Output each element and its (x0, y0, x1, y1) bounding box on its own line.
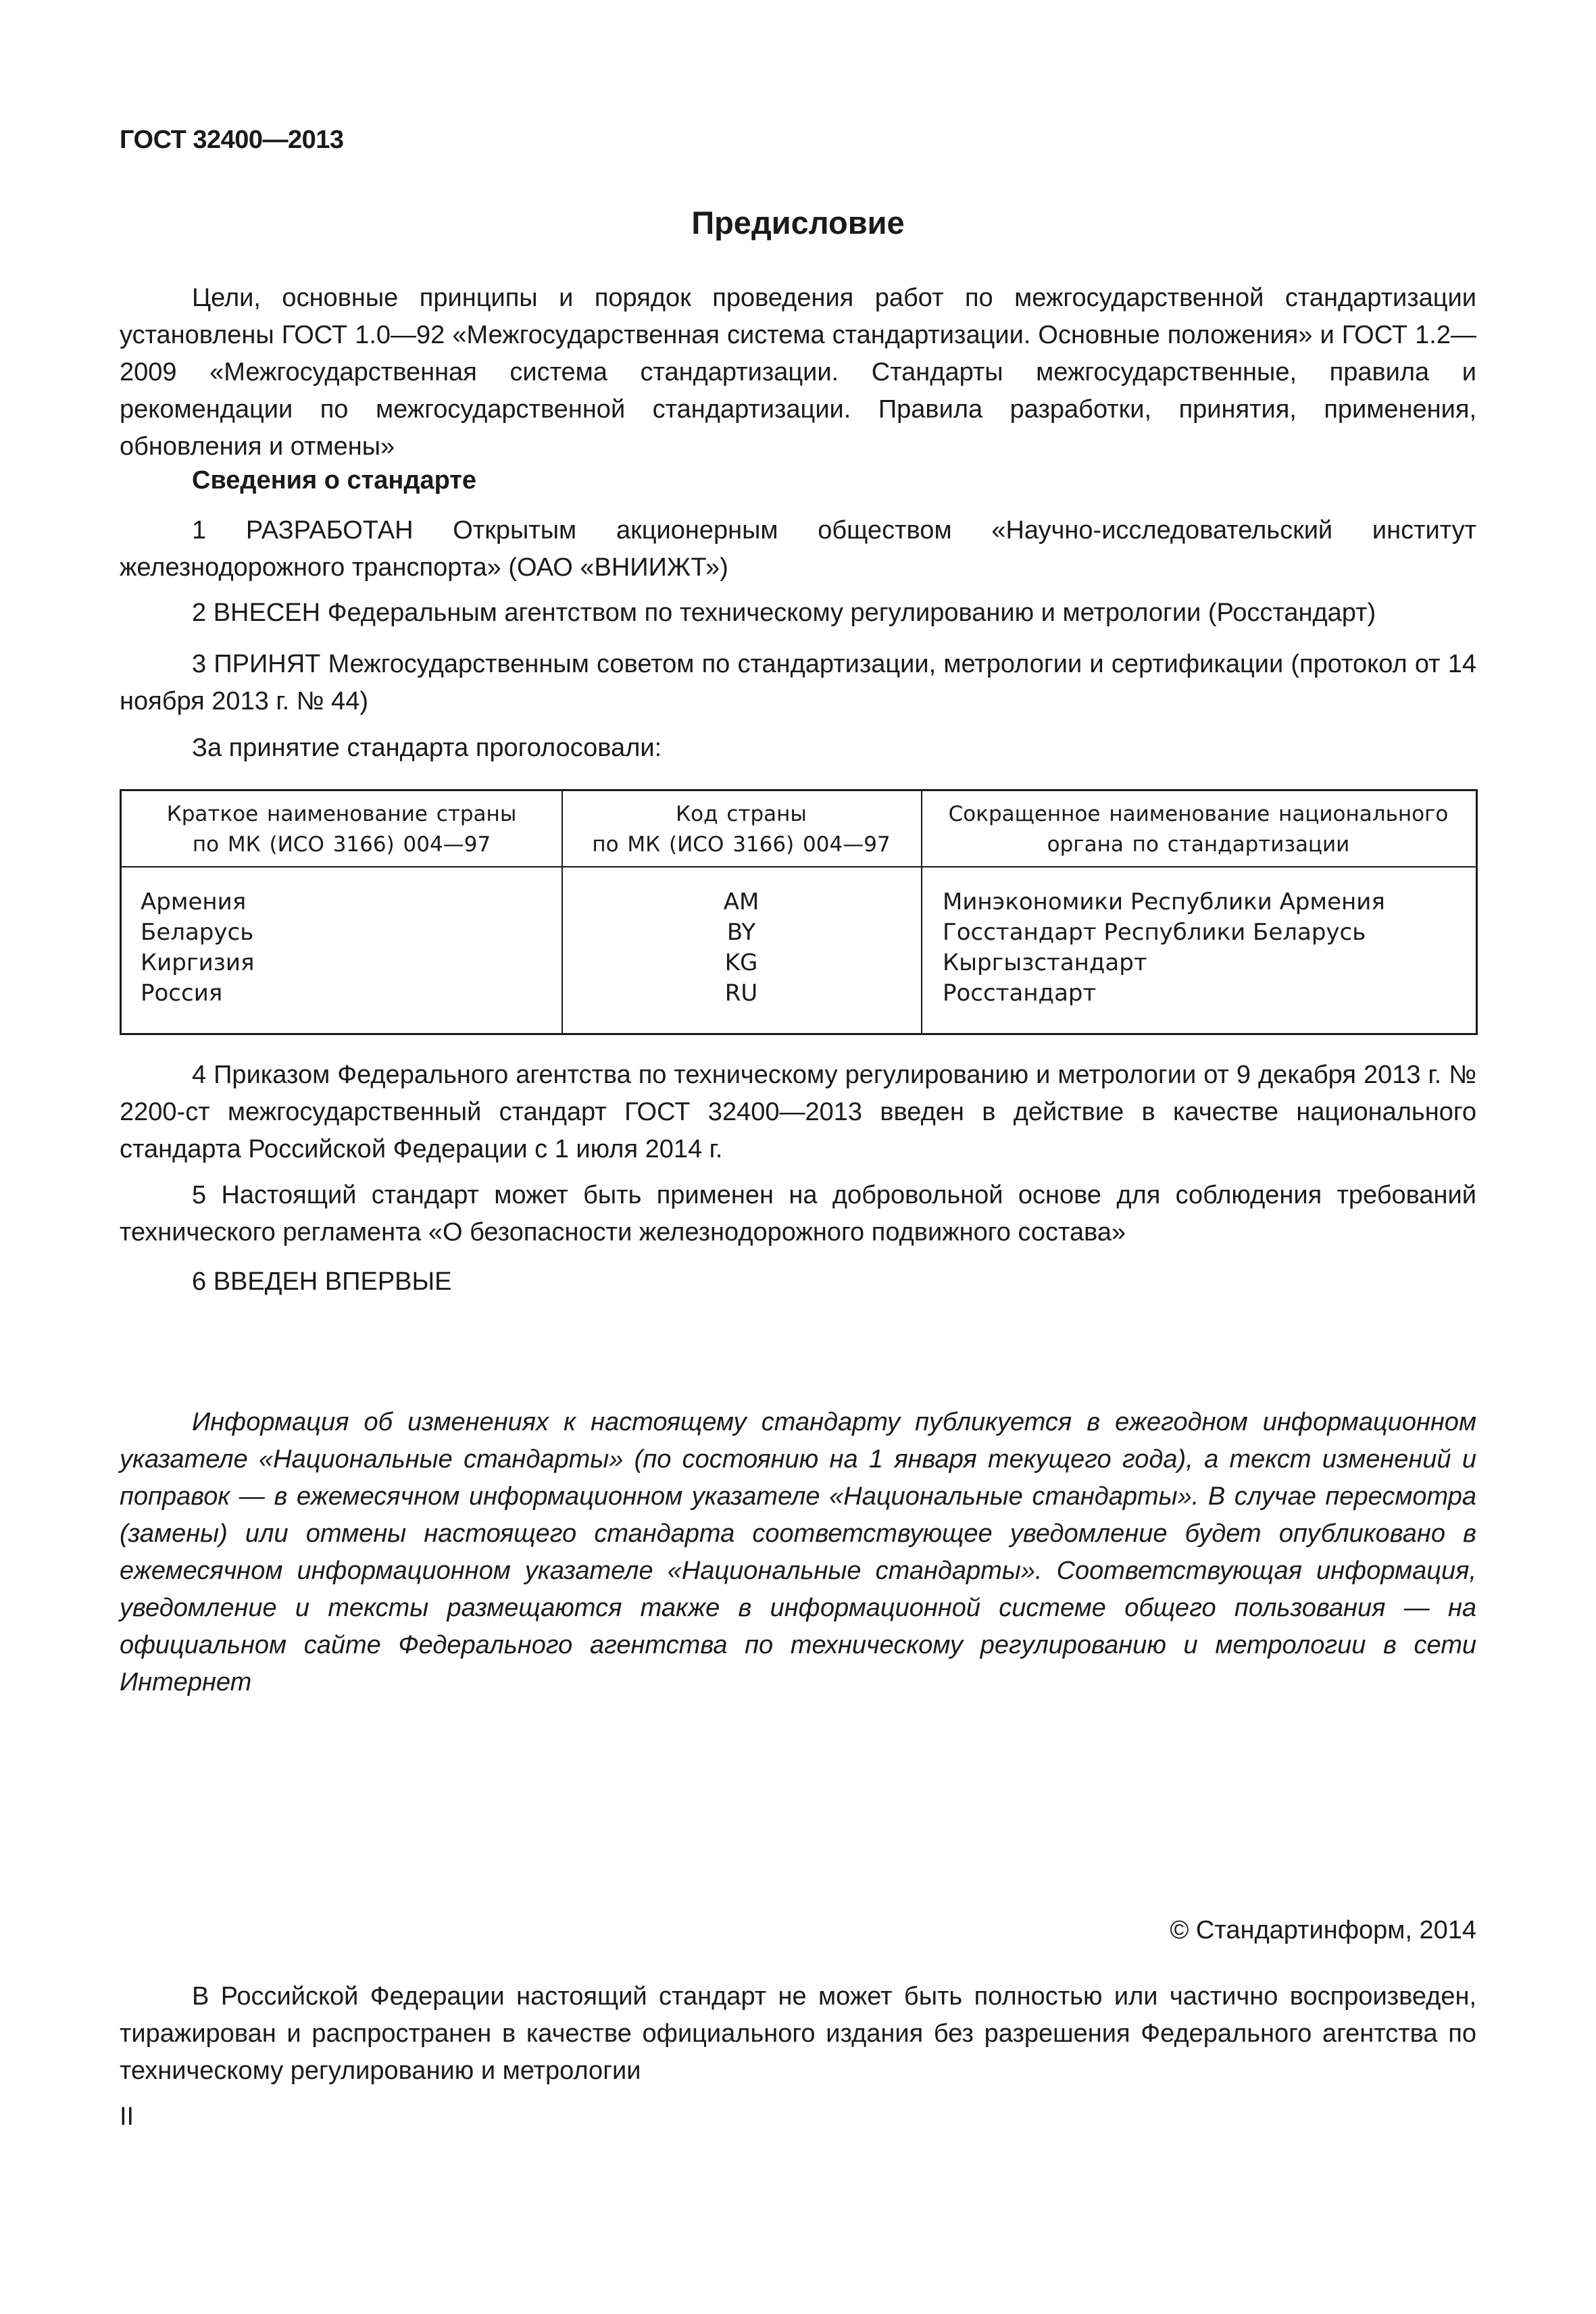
table-header-code: Код страны по МК (ИСО 3166) 004—97 (592, 802, 891, 857)
table-cell: Минэкономики Республики Армения (943, 888, 1385, 915)
item-2-paragraph: 2 ВНЕСЕН Федеральным агентством по техническому регулированию и метрологии (Росстандарт) (192, 599, 1376, 627)
table-column-authority (943, 887, 1470, 1009)
vote-intro: За принятие стандарта проголосовали: (192, 734, 662, 762)
section-subheading: Сведения о стандарте (192, 466, 477, 495)
table-header-country: Краткое наименование страны по МК (ИСО 3166) 004—97 (166, 802, 517, 857)
page-title: Предисловие (691, 205, 905, 241)
table-header-authority: Сокращенное наименование национального органа по стандартизации (948, 802, 1449, 857)
item-4-paragraph: 4 Приказом Федерального агентства по техническому регулированию и метрологии от 9 декабря 2013 г. № 2200-ст межгосударственный стандарт ГОСТ 32400—2013 введен в действие в качестве национального стандарта Российской Федерации с 1 июля 2014 г. (120, 1061, 1476, 1163)
table-cell: KG (724, 949, 758, 976)
document-code: ГОСТ 32400—2013 (120, 126, 344, 154)
item-3-paragraph: 3 ПРИНЯТ Межгосударственным советом по стандартизации, метрологии и сертификации (протокол от 14 ноября 2013 г. № 44) (120, 650, 1476, 715)
table-cell: Армения (141, 888, 247, 915)
table-cell: BY (726, 919, 756, 946)
page-number: II (120, 2103, 134, 2131)
item-5-paragraph: 5 Настоящий стандарт может быть применен на добровольной основе для соблюдения требований технического регламента «О безопасности железнодорожного подвижного состава» (120, 1181, 1476, 1247)
table-column-country (141, 887, 546, 1009)
table-cell: Беларусь (141, 919, 254, 946)
table-cell: Госстандарт Республики Беларусь (943, 919, 1366, 946)
table-header-divider (122, 866, 1476, 867)
intro-paragraph: Цели, основные принципы и порядок проведения работ по межгосударственной стандартизации установлены ГОСТ 1.0—92 «Межгосударственная система стандартизации. Основные положения» и ГОСТ 1.2—2009 «Межгосударственная система стандартизации. Стандарты межгосударственные, правила и рекомендации по межгосударственной стандартизации. Правила разработки, принятия, применения, обновления и отмены» (120, 284, 1476, 461)
table-cell: Киргизия (141, 949, 255, 976)
table-cell: Росстандарт (943, 980, 1097, 1007)
amendments-info: Информация об изменениях к настоящему стандарту публикуется в ежегодном информационном указателе «Национальные стандарты» (по состоянию на 1 января текущего года), а текст изменений и поправок — в ежемесячном информационном указателе «Национальные стандарты». В случае пересмотра (замены) или отмены настоящего стандарта соответствующее уведомление будет опубликовано в ежемесячном информационном указателе «Национальные стандарты». Соответствующая информация, уведомление и тексты размещаются также в информационной системе общего пользования — на официальном сайте Федерального агентства по техническому регулированию и метрологии в сети Интернет (120, 1408, 1476, 1696)
voting-table (120, 789, 1478, 1035)
table-cell: RU (724, 980, 758, 1007)
reproduction-notice: В Российской Федерации настоящий стандарт не может быть полностью или частично воспроизведен, тиражирован и распространен в качестве официального издания без разрешения Федерального агентства по техническому регулированию и метрологии (120, 1982, 1476, 2085)
table-cell: Россия (141, 980, 223, 1007)
item-1-paragraph: 1 РАЗРАБОТАН Открытым акционерным обществом «Научно-исследовательский институт железнодорожного транспорта» (ОАО «ВНИИЖТ») (120, 516, 1476, 582)
table-column-code (562, 887, 921, 1009)
table-cell: AM (723, 888, 759, 915)
copyright-notice: © Стандартинформ, 2014 (1170, 1916, 1476, 1944)
table-cell: Кыргызстандарт (943, 949, 1147, 976)
item-6-paragraph: 6 ВВЕДЕН ВПЕРВЫЕ (192, 1267, 452, 1296)
